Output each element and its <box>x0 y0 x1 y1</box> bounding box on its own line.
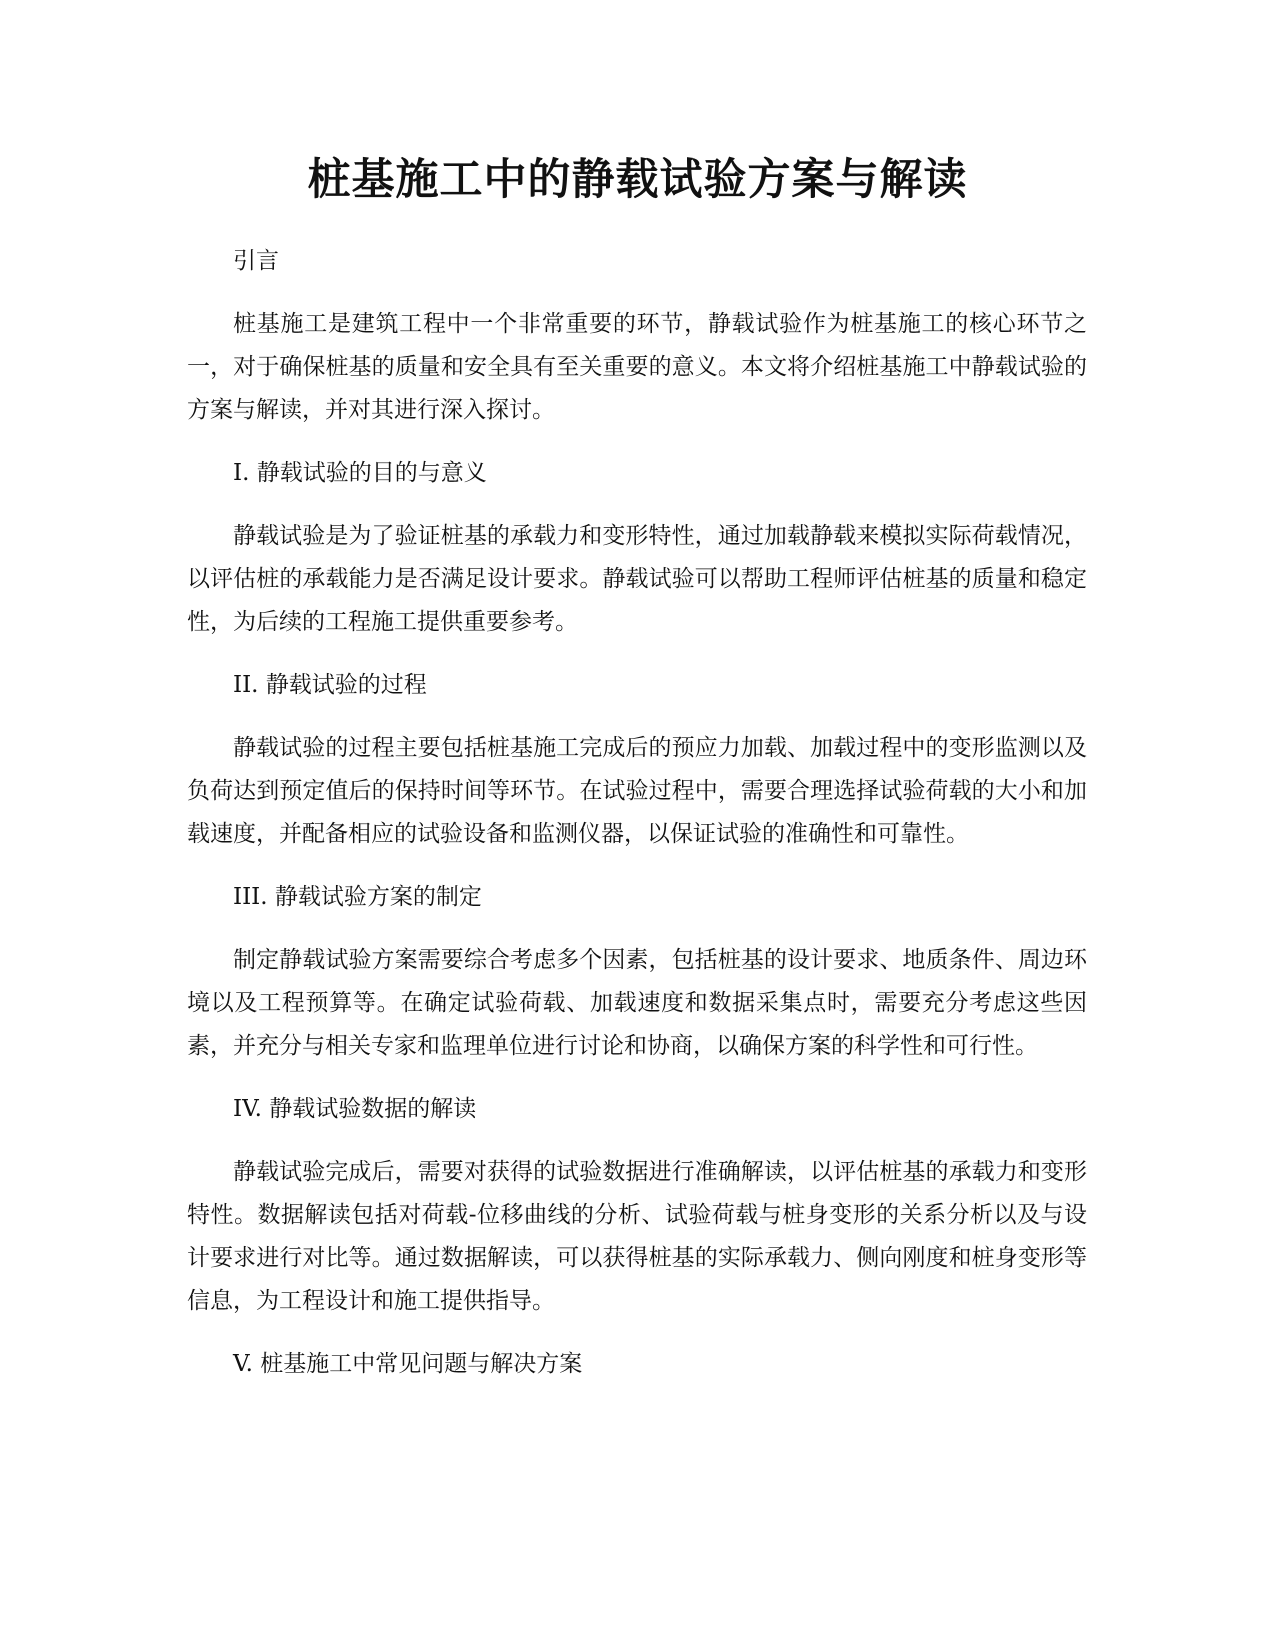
section-3-paragraph: 制定静载试验方案需要综合考虑多个因素，包括桩基的设计要求、地质条件、周边环境以及工程预算等。在确定试验荷载、加载速度和数据采集点时，需要充分考虑这些因素，并充分与相关专家和监理单位进行讨论和协商，以确保方案的科学性和可行性。 <box>187 947 1087 1059</box>
intro-paragraph: 桩基施工是建筑工程中一个非常重要的环节，静载试验作为桩基施工的核心环节之一，对于确保桩基的质量和安全具有至关重要的意义。本文将介绍桩基施工中静载试验的方案与解读，并对其进行深入探讨。 <box>187 311 1087 423</box>
section-2-paragraph: 静载试验的过程主要包括桩基施工完成后的预应力加载、加载过程中的变形监测以及负荷达到预定值后的保持时间等环节。在试验过程中，需要合理选择试验荷载的大小和加载速度，并配备相应的试验设备和监测仪器，以保证试验的准确性和可靠性。 <box>187 735 1087 847</box>
intro-heading: 引言 <box>233 248 279 274</box>
section-1-heading: I. 静载试验的目的与意义 <box>233 460 487 486</box>
section-4-paragraph: 静载试验完成后，需要对获得的试验数据进行准确解读，以评估桩基的承载力和变形特性。数据解读包括对荷载-位移曲线的分析、试验荷载与桩身变形的关系分析以及与设计要求进行对比等。通过数据解读，可以获得桩基的实际承载力、侧向刚度和桩身变形等信息，为工程设计和施工提供指导。 <box>187 1159 1087 1314</box>
section-2-heading: II. 静载试验的过程 <box>233 672 427 698</box>
section-1-paragraph: 静载试验是为了验证桩基的承载力和变形特性，通过加载静载来模拟实际荷载情况，以评估桩的承载能力是否满足设计要求。静载试验可以帮助工程师评估桩基的质量和稳定性，为后续的工程施工提供重要参考。 <box>187 523 1087 635</box>
section-4-heading: IV. 静载试验数据的解读 <box>233 1096 477 1122</box>
section-5-heading: V. 桩基施工中常见问题与解决方案 <box>233 1351 583 1377</box>
document-title: 桩基施工中的静载试验方案与解读 <box>307 155 968 205</box>
section-3-heading: III. 静载试验方案的制定 <box>233 884 482 910</box>
document-body <box>187 240 1087 1406</box>
